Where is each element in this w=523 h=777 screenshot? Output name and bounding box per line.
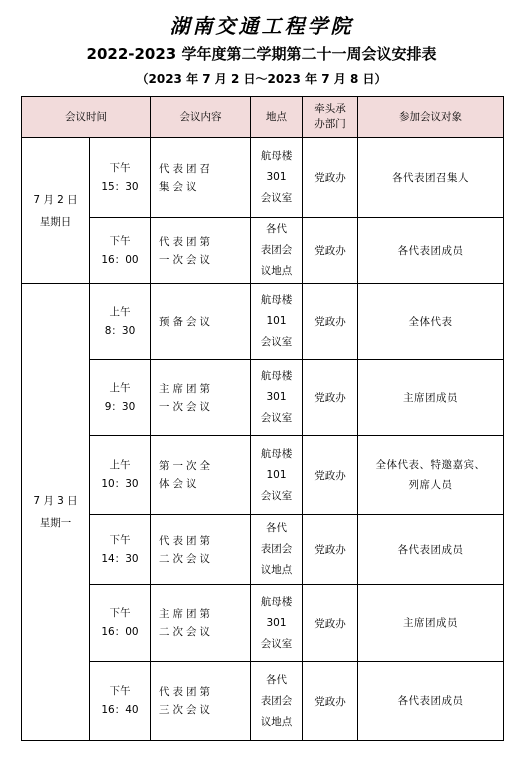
place-cell-line: 会议室 bbox=[260, 637, 293, 650]
table-row bbox=[22, 436, 504, 515]
place-cell-line: 会议室 bbox=[260, 412, 293, 424]
content-cell bbox=[151, 585, 251, 662]
content-cell-line: 集会议 bbox=[159, 180, 200, 193]
table-row bbox=[22, 515, 504, 585]
time-cell bbox=[90, 360, 151, 436]
place-cell-line: 航母楼 bbox=[260, 370, 293, 382]
period-label: 下午 bbox=[109, 607, 131, 619]
dept-cell: 党政办 bbox=[303, 436, 358, 515]
dept-cell: 党政办 bbox=[303, 284, 358, 360]
attendees-cell bbox=[358, 436, 504, 515]
attendees-cell-line: 主席团成员 bbox=[403, 617, 458, 629]
date-label: 7 月 3 日 bbox=[33, 495, 78, 507]
attendees-cell bbox=[358, 138, 504, 218]
content-cell-line: 代表团第 bbox=[159, 235, 213, 248]
time-cell bbox=[90, 138, 151, 218]
time-label: 16：00 bbox=[101, 626, 139, 638]
time-label: 16：00 bbox=[101, 253, 139, 266]
place-cell-line: 航母楼 bbox=[260, 150, 293, 162]
content-cell bbox=[151, 218, 251, 284]
place-cell-line: 航母楼 bbox=[260, 595, 293, 608]
place-cell-line: 各代 bbox=[266, 522, 287, 534]
dept-cell: 党政办 bbox=[303, 515, 358, 585]
period-label: 下午 bbox=[109, 161, 131, 174]
content-cell-line: 二次会议 bbox=[159, 552, 213, 565]
place-cell-line: 航母楼 bbox=[260, 294, 293, 306]
place-cell bbox=[251, 360, 303, 436]
attendees-cell-line: 各代表团召集人 bbox=[392, 171, 469, 184]
place-cell bbox=[251, 218, 303, 284]
content-cell-line: 一次会议 bbox=[159, 400, 213, 413]
period-label: 下午 bbox=[109, 685, 131, 697]
time-cell bbox=[90, 515, 151, 585]
content-cell bbox=[151, 360, 251, 436]
attendees-cell-line: 各代表团成员 bbox=[397, 244, 464, 257]
content-cell-line: 体会议 bbox=[159, 478, 200, 490]
content-cell bbox=[151, 662, 251, 741]
place-cell bbox=[251, 436, 303, 515]
content-cell-line: 代表团召 bbox=[159, 162, 213, 175]
content-cell-line: 主席团第 bbox=[159, 382, 213, 395]
attendees-cell bbox=[358, 662, 504, 741]
content-cell bbox=[151, 138, 251, 218]
dept-cell: 党政办 bbox=[303, 138, 358, 218]
place-cell-line: 议地点 bbox=[260, 265, 293, 277]
period-label: 上午 bbox=[109, 305, 131, 318]
place-cell-line: 101 bbox=[266, 315, 287, 327]
time-label: 14：30 bbox=[101, 552, 139, 565]
place-cell-line: 各代 bbox=[266, 223, 287, 235]
time-label: 8：30 bbox=[104, 324, 136, 337]
attendees-cell-line: 各代表团成员 bbox=[397, 695, 464, 707]
weekday-label: 星期日 bbox=[39, 215, 72, 228]
dept-cell: 党政办 bbox=[303, 360, 358, 436]
content-cell bbox=[151, 515, 251, 585]
place-cell-line: 表团会 bbox=[260, 244, 293, 256]
time-label: 16：40 bbox=[101, 704, 139, 716]
attendees-cell-line: 列席人员 bbox=[408, 479, 453, 491]
header-place: 地点 bbox=[251, 97, 303, 138]
place-cell bbox=[251, 138, 303, 218]
attendees-cell bbox=[358, 515, 504, 585]
content-cell bbox=[151, 436, 251, 515]
school-logo: 湖南交通工程学院 bbox=[169, 14, 354, 38]
place-cell-line: 表团会 bbox=[260, 694, 293, 707]
place-cell-line: 议地点 bbox=[260, 715, 293, 728]
place-cell bbox=[251, 284, 303, 360]
time-cell bbox=[90, 436, 151, 515]
dept-cell: 党政办 bbox=[303, 585, 358, 662]
place-cell-line: 301 bbox=[266, 391, 287, 403]
meeting-schedule-table bbox=[21, 96, 504, 741]
attendees-cell-line: 全体代表、特邀嘉宾、 bbox=[375, 459, 486, 471]
date-label: 7 月 2 日 bbox=[33, 193, 78, 206]
place-cell bbox=[251, 662, 303, 741]
time-cell bbox=[90, 585, 151, 662]
schedule-body bbox=[22, 138, 504, 741]
attendees-cell-line: 全体代表 bbox=[408, 315, 453, 328]
content-cell-line: 代表团第 bbox=[159, 686, 213, 698]
period-label: 上午 bbox=[109, 459, 131, 471]
header-attendees: 参加会议对象 bbox=[358, 97, 504, 138]
content-cell-line: 一次会议 bbox=[159, 253, 213, 266]
place-cell bbox=[251, 585, 303, 662]
weekday-label: 星期一 bbox=[39, 517, 72, 529]
header-content: 会议内容 bbox=[151, 97, 251, 138]
period-label: 下午 bbox=[109, 533, 131, 546]
table-header-row bbox=[22, 97, 504, 138]
time-label: 15：30 bbox=[101, 180, 139, 193]
dept-cell: 党政办 bbox=[303, 662, 358, 741]
header-time: 会议时间 bbox=[22, 97, 151, 138]
attendees-cell-line: 各代表团成员 bbox=[397, 543, 464, 556]
content-cell-line: 代表团第 bbox=[159, 534, 213, 547]
date-range-subtitle: （2023 年 7 月 2 日～2023 年 7 月 8 日） bbox=[136, 72, 387, 86]
place-cell-line: 301 bbox=[266, 616, 287, 629]
table-row bbox=[22, 218, 504, 284]
content-cell-line: 第一次全 bbox=[159, 460, 213, 472]
place-cell-line: 会议室 bbox=[260, 192, 293, 204]
attendees-cell bbox=[358, 218, 504, 284]
place-cell-line: 301 bbox=[266, 171, 287, 183]
table-row bbox=[22, 138, 504, 218]
date-cell bbox=[22, 138, 90, 284]
time-cell bbox=[90, 218, 151, 284]
attendees-cell bbox=[358, 360, 504, 436]
place-cell-line: 会议室 bbox=[260, 336, 293, 348]
place-cell-line: 会议室 bbox=[260, 489, 293, 502]
content-cell-line: 三次会议 bbox=[159, 704, 213, 716]
header-dept: 牵头承 办部门 bbox=[303, 97, 358, 138]
content-cell-line: 预备会议 bbox=[159, 315, 213, 328]
place-cell-line: 议地点 bbox=[260, 564, 293, 576]
table-row bbox=[22, 360, 504, 436]
time-label: 9：30 bbox=[104, 400, 136, 413]
place-cell-line: 表团会 bbox=[260, 543, 293, 555]
place-cell bbox=[251, 515, 303, 585]
content-cell bbox=[151, 284, 251, 360]
time-cell bbox=[90, 284, 151, 360]
page-title: 2022-2023 学年度第二学期第二十一周会议安排表 bbox=[86, 45, 437, 63]
content-cell-line: 二次会议 bbox=[159, 626, 213, 638]
place-cell-line: 101 bbox=[266, 468, 287, 481]
table-row bbox=[22, 284, 504, 360]
attendees-cell bbox=[358, 284, 504, 360]
date-cell bbox=[22, 284, 90, 741]
period-label: 上午 bbox=[109, 381, 131, 394]
place-cell-line: 航母楼 bbox=[260, 447, 293, 460]
content-cell-line: 主席团第 bbox=[159, 608, 213, 620]
attendees-cell-line: 主席团成员 bbox=[403, 391, 458, 404]
period-label: 下午 bbox=[109, 234, 131, 247]
attendees-cell bbox=[358, 585, 504, 662]
table-row bbox=[22, 585, 504, 662]
time-cell bbox=[90, 662, 151, 741]
time-label: 10：30 bbox=[101, 478, 139, 490]
dept-cell: 党政办 bbox=[303, 218, 358, 284]
place-cell-line: 各代 bbox=[266, 673, 287, 686]
table-row bbox=[22, 662, 504, 741]
